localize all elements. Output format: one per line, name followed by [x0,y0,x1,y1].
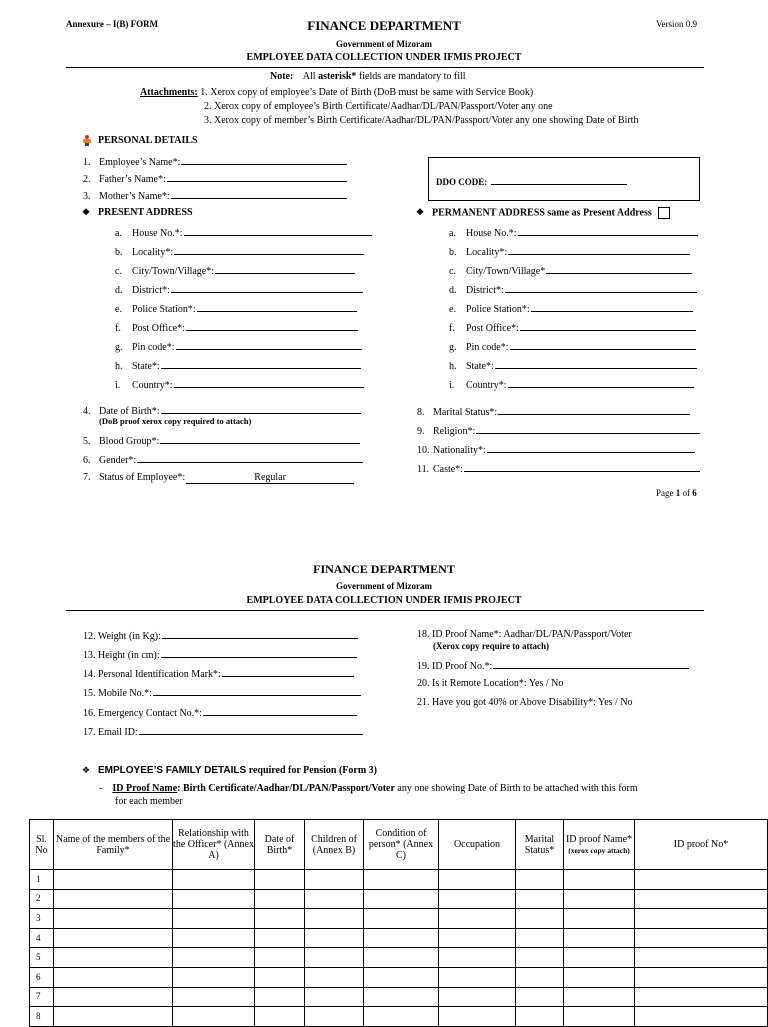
employee-name-field[interactable] [83,155,347,168]
government-label: Government of Mizoram [336,39,432,49]
table-row [30,987,768,1007]
table-cell[interactable] [516,870,564,890]
present-district[interactable] [115,283,363,296]
table-row [30,909,768,929]
field-label: House No.*: [466,228,517,239]
personal-details-heading [82,135,198,146]
table-cell[interactable] [635,967,768,987]
field-label: Blood Group*: [99,436,160,447]
field-label: City/Town/Village*: [132,266,215,277]
input-line[interactable] [505,283,697,293]
field-label: Mother’s Name*: [99,191,170,202]
input-line[interactable] [464,462,700,472]
field-number: 8. [417,407,425,418]
gender-field[interactable] [83,453,363,466]
table-cell[interactable] [305,870,364,890]
religion-field[interactable] [417,424,700,437]
field-label: Post Office*: [132,323,185,334]
id-proof-no-field[interactable] [417,659,689,672]
page-current: 1 [675,488,681,498]
table-cell[interactable] [255,909,305,929]
status-value[interactable]: Regular [186,472,354,484]
input-line[interactable] [197,302,357,312]
input-line[interactable] [510,340,696,350]
table-cell[interactable] [364,928,439,948]
field-label: House No.*: [132,228,183,239]
table-cell[interactable] [173,967,255,987]
attachment-3: 3. Xerox copy of member’s Birth Certificate/Aadhar/DL/PAN/Passport/Voter any one showing Date of Birth [204,115,639,126]
present-post-office[interactable] [115,321,358,334]
table-cell[interactable] [255,987,305,1007]
field-number: i. [115,380,121,391]
row-number: 7 [30,987,54,1007]
nationality-field[interactable] [417,443,695,456]
field-number: a. [115,228,122,239]
field-number: 5. [83,436,91,447]
field-number: 6. [83,455,91,466]
proof-label: ID Proof Name [112,783,178,794]
input-line[interactable] [215,264,355,274]
permanent-country[interactable] [449,378,694,391]
table-row [30,928,768,948]
field-number: 3. [83,191,91,202]
table-cell[interactable] [255,889,305,909]
permanent-district[interactable] [449,283,697,296]
row-number: 6 [30,967,54,987]
id-proof-name-header: ID proof Name* [565,833,633,845]
row-number: 8 [30,1007,54,1027]
caste-field[interactable] [417,462,700,475]
field-number: h. [115,361,123,372]
family-heading-label: EMPLOYEE’S FAMILY DETAILS [98,765,247,776]
field-number: f. [449,323,455,334]
input-line[interactable] [161,648,357,658]
input-line[interactable] [203,706,357,716]
input-line[interactable] [476,424,700,434]
table-cell[interactable] [564,1007,635,1027]
input-line[interactable] [160,434,360,444]
input-line[interactable] [161,359,361,369]
row-number: 5 [30,948,54,968]
input-line[interactable] [139,725,363,735]
table-cell[interactable] [305,967,364,987]
table-cell[interactable] [255,870,305,890]
version-label: Version 0.9 [656,19,697,29]
input-line[interactable] [181,155,347,165]
input-line[interactable] [508,378,694,388]
proof-colon: : [177,783,181,794]
col-occupation: Occupation [439,820,516,870]
table-cell[interactable] [564,948,635,968]
present-locality[interactable] [115,245,364,258]
table-cell[interactable] [364,1007,439,1027]
table-cell[interactable] [255,1007,305,1027]
blood-group-field[interactable] [83,434,360,447]
table-cell[interactable] [54,1007,173,1027]
page-pre: Page [656,488,674,498]
present-house-no[interactable] [115,226,372,239]
annexure-label: Annexure – I(B) FORM [66,19,159,29]
field-label: Employee’s Name*: [99,157,181,168]
table-cell[interactable] [439,909,516,929]
field-label: 13. Height (in cm): [83,650,160,661]
field-label: 15. Mobile No.*: [83,688,152,699]
family-details-heading [82,765,377,776]
input-line[interactable] [498,405,690,415]
table-cell[interactable] [305,889,364,909]
id-proof-sub-header: (xerox copy attach) [568,845,630,855]
dob-proof-note: (DoB proof xerox copy required to attach) [99,416,252,426]
field-number: i. [449,380,455,391]
same-address-checkbox[interactable] [658,207,670,219]
ddo-code-label: DDO CODE: [436,177,488,187]
field-number: e. [449,304,456,315]
field-number: b. [449,247,457,258]
table-cell[interactable] [564,889,635,909]
identification-mark-field[interactable] [83,667,354,680]
input-line[interactable] [174,378,364,388]
field-label: Nationality*: [433,445,486,456]
emergency-contact-field[interactable] [83,706,357,719]
mobile-field[interactable] [83,686,361,699]
field-number: d. [449,285,457,296]
table-row [30,948,768,968]
field-label: 14. Personal Identification Mark*: [83,669,221,680]
row-number: 1 [30,870,54,890]
height-field[interactable] [83,648,357,661]
field-label: Religion*: [433,426,476,437]
field-label: State*: [466,361,494,372]
field-number: d. [115,285,123,296]
field-number: 9. [417,426,425,437]
table-cell[interactable] [635,948,768,968]
input-line[interactable] [162,629,358,639]
table-cell[interactable] [516,1007,564,1027]
field-label: Locality*: [466,247,508,258]
proof-bold: Birth Certificate/Aadhar/DL/PAN/Passport/Voter [183,783,395,794]
table-row [30,870,768,890]
remote-location-field[interactable]: 20. Is it Remote Location*: Yes / No [417,678,564,689]
table-cell[interactable] [439,967,516,987]
row-number: 4 [30,928,54,948]
page-of: of [682,488,690,498]
id-proof-instruction [99,783,638,794]
field-number: 11. [417,464,430,475]
field-label: District*: [466,285,504,296]
present-police-station[interactable] [115,302,357,315]
attachment-2: 2. Xerox copy of employee’s Birth Certificate/Aadhar/DL/PAN/Passport/Voter any one [204,101,553,112]
field-number: 10. [417,445,430,456]
present-country[interactable] [115,378,364,391]
table-cell[interactable] [564,967,635,987]
input-line[interactable] [508,245,690,255]
status-of-employee-field[interactable] [83,472,354,484]
input-line[interactable] [167,172,347,182]
field-label: Country*: [132,380,173,391]
field-label: Status of Employee*: [99,472,186,483]
table-cell[interactable] [439,928,516,948]
table-cell[interactable] [635,909,768,929]
field-number: a. [449,228,456,239]
col-marital-status: Marital Status* [516,820,564,870]
table-cell[interactable] [364,909,439,929]
weight-field[interactable] [83,629,358,642]
table-cell[interactable] [364,948,439,968]
col-children-of: Children of (Annex B) [305,820,364,870]
field-label: Gender*: [99,455,137,466]
project-title: EMPLOYEE DATA COLLECTION UNDER IFMIS PROJECT [246,52,522,63]
table-cell[interactable] [54,948,173,968]
input-line[interactable] [184,226,372,236]
table-cell[interactable] [173,928,255,948]
input-line[interactable] [174,245,364,255]
input-line[interactable] [495,359,697,369]
table-cell[interactable] [439,987,516,1007]
row-number: 2 [30,889,54,909]
field-label: Police Station*: [466,304,530,315]
email-field[interactable] [83,725,363,738]
col-date-of-birth: Date of Birth* [255,820,305,870]
table-cell[interactable] [305,948,364,968]
table-cell[interactable] [54,928,173,948]
field-number: c. [115,266,122,277]
col-id-proof-name [564,820,635,870]
note-asterisk: asterisk* [318,71,357,82]
field-label: Date of Birth*: [99,406,160,417]
department-title-2: FINANCE DEPARTMENT [313,562,455,576]
input-line[interactable] [518,226,698,236]
table-cell[interactable] [54,967,173,987]
table-cell[interactable] [305,909,364,929]
department-title: FINANCE DEPARTMENT [307,18,461,33]
person-icon [82,135,92,146]
proof-rest: any one showing Date of Birth to be attached with this form [397,783,638,794]
table-row [30,967,768,987]
field-label: 17. Email ID: [83,727,138,738]
table-cell[interactable] [305,987,364,1007]
mother-name-field[interactable] [83,189,347,202]
input-line[interactable] [161,404,361,414]
input-line[interactable] [222,667,354,677]
table-cell[interactable] [635,928,768,948]
table-cell[interactable] [516,948,564,968]
field-label: 19. ID Proof No.*: [417,661,493,672]
attachments-label: Attachments: [140,87,198,98]
table-cell[interactable] [173,870,255,890]
table-cell[interactable] [54,870,173,890]
attachments-block [140,87,533,98]
permanent-address-heading [416,207,670,219]
id-proof-name-field: 18. ID Proof Name*: Aadhar/DL/PAN/Passport/Voter [417,629,632,640]
table-cell[interactable] [635,889,768,909]
input-line[interactable] [176,340,362,350]
table-cell[interactable] [439,948,516,968]
note-pre: All [302,71,316,82]
permanent-city[interactable] [449,264,692,277]
diamond-bullet-icon: ❖ [82,207,91,217]
diamond-bullet-icon: ❖ [416,207,425,218]
field-number: g. [449,342,457,353]
page-total: 6 [692,488,697,498]
field-label: City/Town/Village* [466,266,546,277]
present-pin-code[interactable] [115,340,362,353]
field-number: e. [115,304,122,315]
family-table-body [30,870,768,1027]
table-cell[interactable] [173,889,255,909]
field-label: Locality*: [132,247,174,258]
header-rule-2 [66,610,704,611]
header-rule [66,67,704,68]
present-state[interactable] [115,359,361,372]
present-address-label: PRESENT ADDRESS [98,207,193,218]
diamond-bullet-icon: ❖ [82,765,91,775]
col-relationship: Relationship with the Officer* (Annex A) [173,820,255,870]
field-label: Marital Status*: [433,407,498,418]
table-row [30,1007,768,1027]
table-cell[interactable] [364,987,439,1007]
personal-details-label: PERSONAL DETAILS [98,135,198,146]
permanent-address-label: PERMANENT ADDRESS same as Present Address [432,207,652,219]
table-cell[interactable] [516,928,564,948]
input-line[interactable] [520,321,696,331]
input-line[interactable] [546,264,692,274]
table-cell[interactable] [364,889,439,909]
table-cell[interactable] [255,948,305,968]
col-id-proof-no: ID proof No* [635,820,768,870]
table-cell[interactable] [54,909,173,929]
field-number: h. [449,361,457,372]
field-number: 4. [83,406,91,417]
field-number: f. [115,323,121,334]
field-label: 12. Weight (in Kg): [83,631,161,642]
table-cell[interactable] [439,889,516,909]
field-label: Pin code*: [466,342,509,353]
field-label: State*: [132,361,160,372]
family-details-table [29,819,768,1027]
table-cell[interactable] [439,1007,516,1027]
field-number: 1. [83,157,91,168]
field-label: Police Station*: [132,304,196,315]
table-cell[interactable] [635,1007,768,1027]
father-name-field[interactable] [83,172,347,185]
table-cell[interactable] [564,928,635,948]
table-cell[interactable] [173,1007,255,1027]
note-post: fields are mandatory to fill [358,71,466,82]
attachment-1: 1. Xerox copy of employee’s Date of Birth (DoB must be same with Service Book) [200,87,534,98]
table-cell[interactable] [635,987,768,1007]
table-cell[interactable] [564,987,635,1007]
col-sl-no: Sl. No [30,820,54,870]
table-cell[interactable] [635,870,768,890]
field-number: b. [115,247,123,258]
id-proof-note: (Xerox copy require to attach) [433,641,549,651]
table-header-row [30,820,768,870]
table-cell[interactable] [564,909,635,929]
input-line[interactable] [493,659,689,669]
input-line[interactable] [137,453,363,463]
table-cell[interactable] [173,987,255,1007]
table-cell[interactable] [305,1007,364,1027]
disability-field[interactable]: 21. Have you got 40% or Above Disability*: Yes / No [417,697,633,708]
col-member-name: Name of the members of the Family* [54,820,173,870]
permanent-police-station[interactable] [449,302,693,315]
field-label: 16. Emergency Contact No.*: [83,708,202,719]
marital-status-field[interactable] [417,405,690,418]
field-number: c. [449,266,456,277]
field-label: Post Office*: [466,323,519,334]
table-cell[interactable] [54,987,173,1007]
input-line[interactable] [171,189,347,199]
input-line[interactable] [487,443,695,453]
table-cell[interactable] [516,967,564,987]
input-line[interactable] [171,283,363,293]
row-number: 3 [30,909,54,929]
table-cell[interactable] [516,987,564,1007]
field-label: Pin code*: [132,342,175,353]
present-city[interactable] [115,264,355,277]
permanent-state[interactable] [449,359,697,372]
table-cell[interactable] [255,967,305,987]
input-line[interactable] [153,686,361,696]
note-label: Note: [270,71,294,82]
note-line [270,71,466,82]
table-cell[interactable] [173,909,255,929]
project-title-2: EMPLOYEE DATA COLLECTION UNDER IFMIS PROJECT [246,595,522,606]
government-label-2: Government of Mizoram [336,581,432,591]
permanent-post-office[interactable] [449,321,696,334]
field-label: Father’s Name*: [99,174,166,185]
table-cell[interactable] [516,889,564,909]
table-cell[interactable] [564,870,635,890]
field-number: g. [115,342,123,353]
family-heading-post: required for Pension (Form 3) [248,765,378,776]
table-cell[interactable] [439,870,516,890]
page-number [656,488,697,498]
table-cell[interactable] [364,870,439,890]
input-line[interactable] [531,302,693,312]
permanent-pin-code[interactable] [449,340,696,353]
input-line[interactable] [186,321,358,331]
ddo-code-input[interactable] [491,175,627,185]
table-cell[interactable] [173,948,255,968]
field-label: District*: [132,285,170,296]
table-cell[interactable] [255,928,305,948]
table-cell[interactable] [305,928,364,948]
dash: - [99,783,103,794]
field-label: Caste*: [433,464,463,475]
table-cell[interactable] [516,909,564,929]
field-number: 7. [83,472,91,483]
table-row [30,889,768,909]
table-cell[interactable] [54,889,173,909]
ddo-code-field[interactable] [436,175,627,187]
permanent-locality[interactable] [449,245,690,258]
present-address-heading [82,207,193,218]
field-label: Country*: [466,380,507,391]
permanent-house-no[interactable] [449,226,698,239]
field-number: 2. [83,174,91,185]
col-condition: Condition of person* (Annex C) [364,820,439,870]
id-proof-instruction-2: for each member [115,796,183,807]
table-cell[interactable] [364,967,439,987]
